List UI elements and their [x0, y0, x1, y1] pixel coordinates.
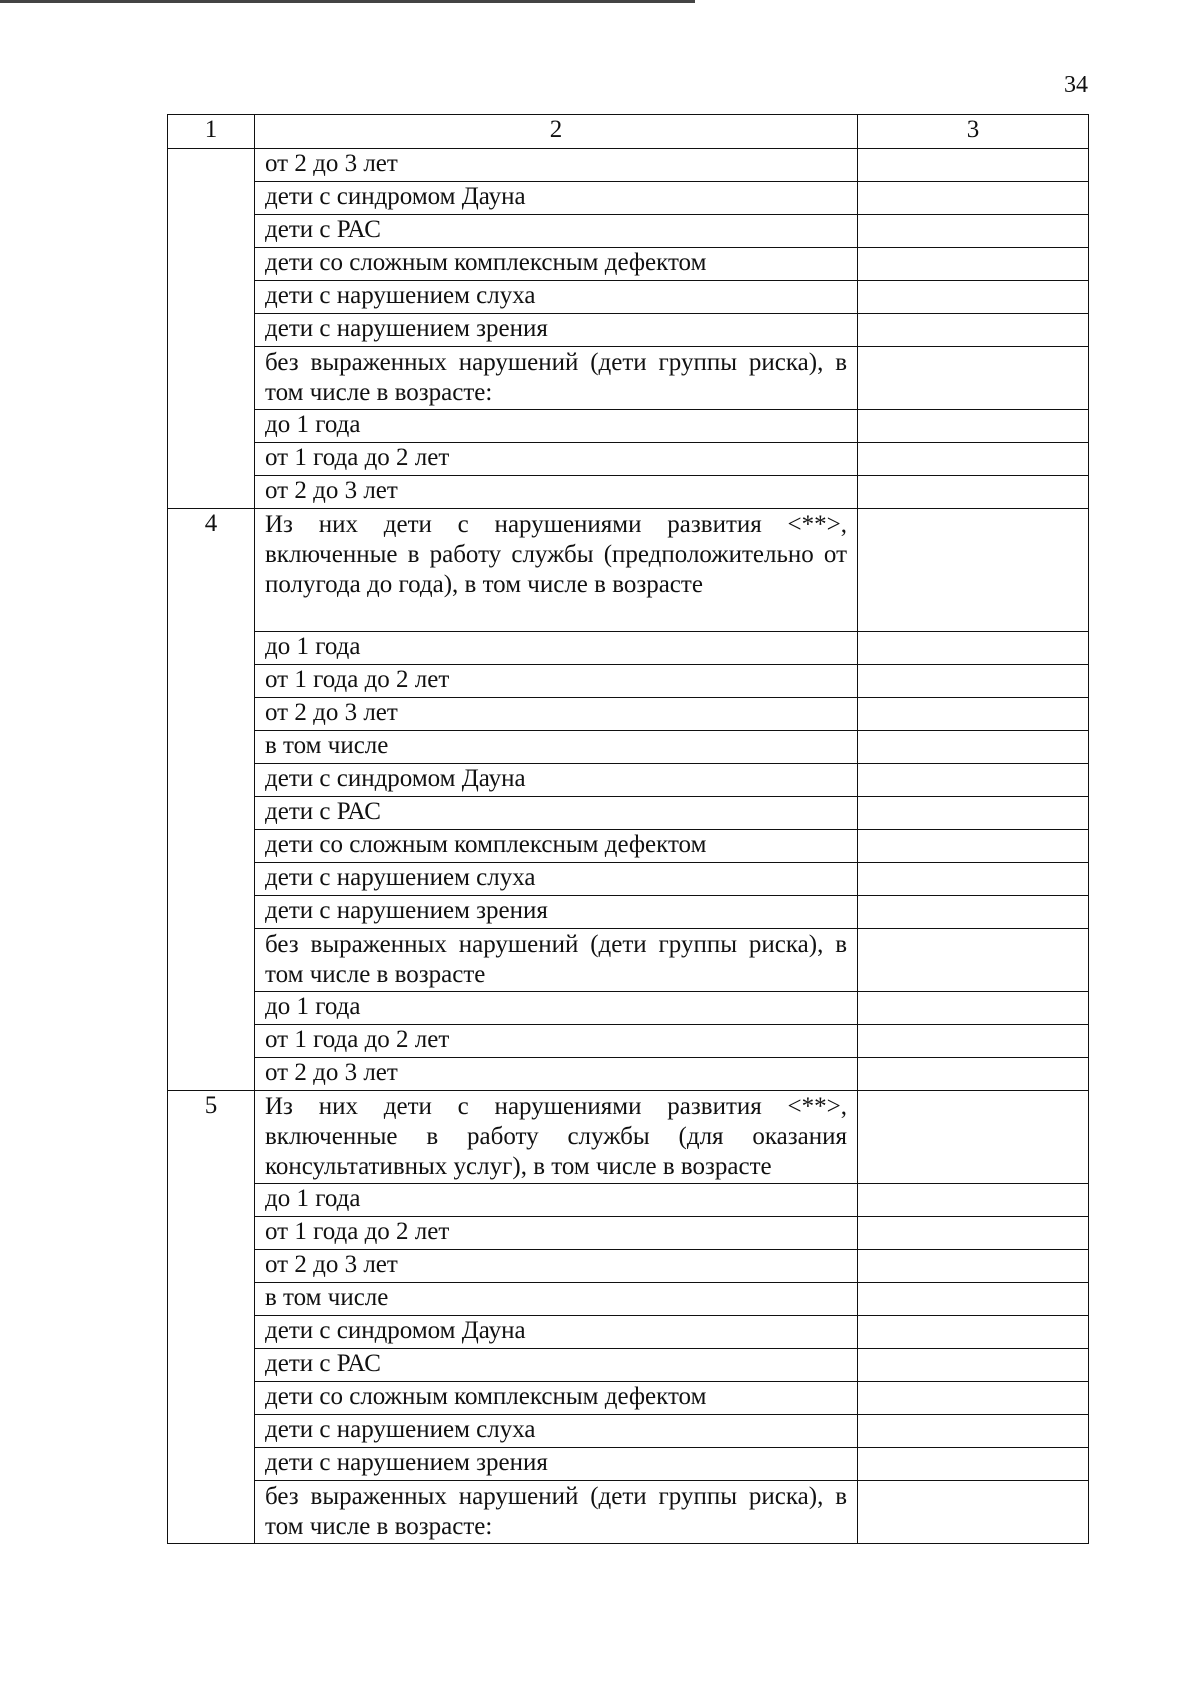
- row-description: дети с синдромом Дауна: [255, 182, 858, 215]
- row-number-cell: 5: [168, 1091, 255, 1544]
- row-description: от 2 до 3 лет: [255, 1250, 858, 1283]
- row-value-cell: [858, 731, 1089, 764]
- table-row: [168, 182, 1089, 215]
- row-description: от 2 до 3 лет: [255, 698, 858, 731]
- row-value-cell: [858, 476, 1089, 509]
- table-row: [168, 731, 1089, 764]
- row-value-cell: [858, 314, 1089, 347]
- table-row: [168, 248, 1089, 281]
- table-row: [168, 476, 1089, 509]
- table-row: [168, 1058, 1089, 1091]
- row-value-cell: [858, 443, 1089, 476]
- row-description: до 1 года: [255, 410, 858, 443]
- row-description: дети с синдромом Дауна: [255, 764, 858, 797]
- row-description: в том числе: [255, 731, 858, 764]
- row-value-cell: [858, 1316, 1089, 1349]
- row-description: от 1 года до 2 лет: [255, 1025, 858, 1058]
- row-value-cell: [858, 764, 1089, 797]
- row-value-cell: [858, 1481, 1089, 1544]
- row-value-cell: [858, 632, 1089, 665]
- row-value-cell: [858, 281, 1089, 314]
- row-description: от 1 года до 2 лет: [255, 665, 858, 698]
- row-value-cell: [858, 665, 1089, 698]
- row-value-cell: [858, 863, 1089, 896]
- table-row: [168, 1448, 1089, 1481]
- row-value-cell: [858, 215, 1089, 248]
- row-description: от 2 до 3 лет: [255, 149, 858, 182]
- table-row: [168, 632, 1089, 665]
- row-value-cell: [858, 1025, 1089, 1058]
- row-value-cell: [858, 410, 1089, 443]
- table-row: [168, 1217, 1089, 1250]
- row-value-cell: [858, 182, 1089, 215]
- row-description: без выраженных нарушений (дети группы риска), в том числе в возрасте:: [255, 347, 858, 410]
- row-value-cell: [858, 830, 1089, 863]
- table-row: [168, 410, 1089, 443]
- data-table: [167, 114, 1089, 1544]
- table-row: [168, 896, 1089, 929]
- row-value-cell: [858, 149, 1089, 182]
- row-value-cell: [858, 1250, 1089, 1283]
- row-description: от 2 до 3 лет: [255, 476, 858, 509]
- table-row: [168, 1025, 1089, 1058]
- table-row: [168, 215, 1089, 248]
- row-description: дети с РАС: [255, 797, 858, 830]
- table-row: [168, 314, 1089, 347]
- table-row: [168, 830, 1089, 863]
- column-header-1: 1: [168, 115, 255, 149]
- row-description: дети со сложным комплексным дефектом: [255, 248, 858, 281]
- row-description: дети с нарушением слуха: [255, 281, 858, 314]
- table-row: [168, 1382, 1089, 1415]
- row-description: Из них дети с нарушениями развития <**>, включенные в работу службы (для оказания консультативных услуг), в том числе в возрасте: [255, 1091, 858, 1184]
- table-row: [168, 992, 1089, 1025]
- row-description: до 1 года: [255, 1184, 858, 1217]
- row-description: от 1 года до 2 лет: [255, 443, 858, 476]
- page-number: 34: [1064, 72, 1088, 98]
- table-row: [168, 281, 1089, 314]
- table-row: [168, 347, 1089, 410]
- table-row: [168, 1349, 1089, 1382]
- row-value-cell: [858, 992, 1089, 1025]
- row-description: дети с РАС: [255, 215, 858, 248]
- row-description: до 1 года: [255, 992, 858, 1025]
- table-row: [168, 1184, 1089, 1217]
- row-value-cell: [858, 1415, 1089, 1448]
- table-header-row: [168, 115, 1089, 149]
- row-description: дети со сложным комплексным дефектом: [255, 830, 858, 863]
- row-description: Из них дети с нарушениями развития <**>, включенные в работу службы (предположительно от полугода до года), в том числе в возрасте: [255, 509, 858, 632]
- table-row: [168, 665, 1089, 698]
- row-description: без выраженных нарушений (дети группы риска), в том числе в возрасте: [255, 929, 858, 992]
- table-row: [168, 1415, 1089, 1448]
- row-description: дети с нарушением зрения: [255, 314, 858, 347]
- row-value-cell: [858, 1382, 1089, 1415]
- row-value-cell: [858, 248, 1089, 281]
- row-number-cell: 4: [168, 509, 255, 1091]
- column-header-2: 2: [255, 115, 858, 149]
- table-row: [168, 149, 1089, 182]
- table-row: [168, 764, 1089, 797]
- row-value-cell: [858, 1448, 1089, 1481]
- row-value-cell: [858, 1217, 1089, 1250]
- row-description: дети с нарушением зрения: [255, 896, 858, 929]
- row-number-cell: [168, 149, 255, 509]
- row-value-cell: [858, 1349, 1089, 1382]
- row-description: дети с нарушением слуха: [255, 1415, 858, 1448]
- row-value-cell: [858, 896, 1089, 929]
- scan-top-edge: [0, 0, 695, 3]
- row-description: дети с нарушением зрения: [255, 1448, 858, 1481]
- row-description: до 1 года: [255, 632, 858, 665]
- row-description: без выраженных нарушений (дети группы риска), в том числе в возрасте:: [255, 1481, 858, 1544]
- table-row: [168, 509, 1089, 632]
- row-value-cell: [858, 1184, 1089, 1217]
- row-value-cell: [858, 509, 1089, 632]
- table-row: [168, 1250, 1089, 1283]
- table-row: [168, 1316, 1089, 1349]
- table-row: [168, 1091, 1089, 1184]
- table-row: [168, 443, 1089, 476]
- table-row: [168, 797, 1089, 830]
- row-description: дети со сложным комплексным дефектом: [255, 1382, 858, 1415]
- row-description: в том числе: [255, 1283, 858, 1316]
- row-value-cell: [858, 698, 1089, 731]
- column-header-3: 3: [858, 115, 1089, 149]
- row-description: от 1 года до 2 лет: [255, 1217, 858, 1250]
- row-description: дети с РАС: [255, 1349, 858, 1382]
- table-row: [168, 929, 1089, 992]
- row-value-cell: [858, 797, 1089, 830]
- row-description: дети с нарушением слуха: [255, 863, 858, 896]
- row-value-cell: [858, 1283, 1089, 1316]
- row-value-cell: [858, 347, 1089, 410]
- row-value-cell: [858, 1058, 1089, 1091]
- row-value-cell: [858, 1091, 1089, 1184]
- table-row: [168, 863, 1089, 896]
- row-description: дети с синдромом Дауна: [255, 1316, 858, 1349]
- row-description: от 2 до 3 лет: [255, 1058, 858, 1091]
- row-value-cell: [858, 929, 1089, 992]
- table-row: [168, 1481, 1089, 1544]
- table-row: [168, 698, 1089, 731]
- table-row: [168, 1283, 1089, 1316]
